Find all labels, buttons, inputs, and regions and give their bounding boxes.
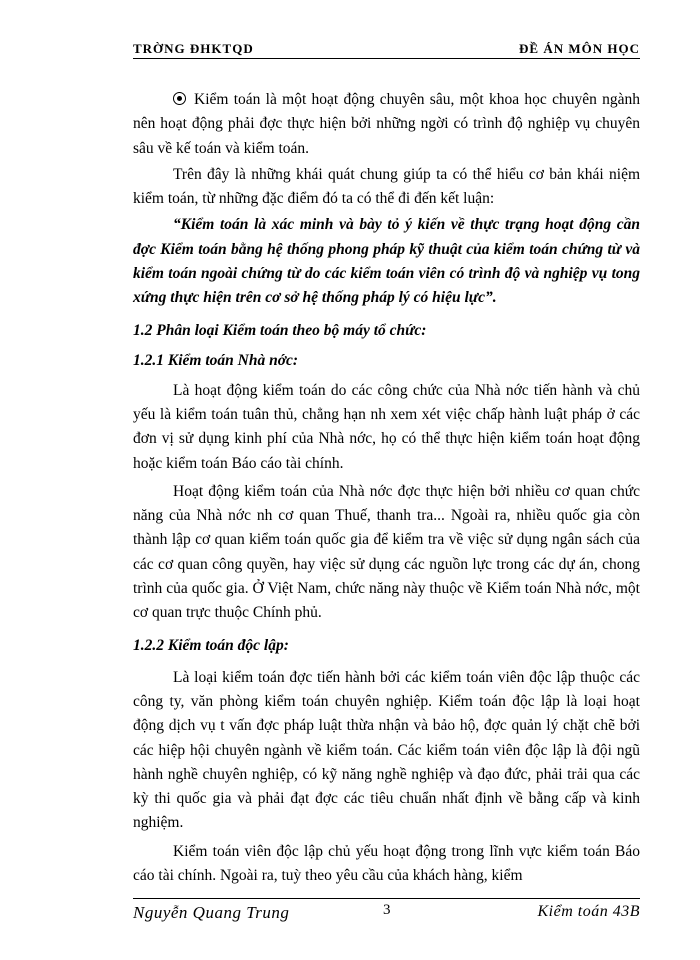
page-body <box>133 88 640 888</box>
intro-paragraph: Trên đây là những khái quát chung giúp ta có thể hiểu cơ bản khái niệm kiểm toán, từ những đặc điểm đó ta có thể đi đến kết luận: <box>133 165 640 208</box>
state-audit-paragraph-1: Là hoạt động kiểm toán do các công chức của Nhà nớc tiến hành và chủ yếu là kiểm toán tuân thủ, chẳng hạn nh xem xét việc chấp hành luật pháp ở các đơn vị sử dụng kinh phí của Nhà nớc, họ có thể thực hiện kiểm toán hoạt động hoặc kiểm toán Báo cáo tài chính. <box>133 381 640 472</box>
bullet-paragraph <box>133 88 640 161</box>
header-doc-type: ĐỀ ÁN MÔN HỌC <box>519 41 640 56</box>
section-heading-1-2-1: 1.2.1 Kiểm toán Nhà nớc: <box>133 351 299 369</box>
page-header <box>133 38 640 59</box>
footer-author: Nguyễn Quang Trung <box>133 903 290 922</box>
page-number: 3 <box>383 902 391 918</box>
bullet-paragraph-text: Kiểm toán là một hoạt động chuyên sâu, một khoa học chuyên ngành nên hoạt động phải đợc thực hiện bởi những ngời có trình độ nghiệp vụ chuyên sâu về kế toán và kiểm toán. <box>133 91 640 157</box>
definition-quote: “Kiểm toán là xác minh và bày tỏ ý kiến về thực trạng hoạt động cần đợc Kiểm toán bằng hệ thống phong pháp kỹ thuật của kiểm toán chứng từ và kiểm toán ngoài chứng từ do các kiểm toán viên có trình độ và nghiệp vụ tong xứng thực hiện trên cơ sở hệ thống pháp lý có hiệu lực”. <box>133 216 640 307</box>
header-school: TRỜNG ĐHKTQD <box>133 41 254 56</box>
independent-audit-paragraph-1: Là loại kiểm toán đợc tiến hành bởi các kiểm toán viên độc lập thuộc các công ty, văn phòng kiểm toán chuyên nghiệp. Kiểm toán độc lập là loại hoạt động dịch vụ t vấn đợc pháp luật thừa nhận và bảo hộ, đợc quản lý chặt chẽ bởi các hiệp hội chuyên ngành về kiểm toán. Các kiểm toán viên độc lập là đội ngũ hành nghề chuyên nghiệp, có kỹ năng nghề nghiệp và đạo đức, phải trải qua các kỳ thi quốc gia và phải đạt đợc các tiêu chuẩn nhất định về bằng cấp và kinh nghiệm. <box>133 668 640 832</box>
section-heading-1-2-2: 1.2.2 Kiểm toán độc lập: <box>133 636 289 654</box>
section-heading-1-2: 1.2 Phân loại Kiểm toán theo bộ máy tổ chức: <box>133 321 427 339</box>
independent-audit-paragraph-2: Kiểm toán viên độc lập chủ yếu hoạt động trong lĩnh vực kiểm toán Báo cáo tài chính. Ngoài ra, tuỳ theo yêu cầu của khách hàng, kiểm <box>133 842 640 885</box>
footer-course: Kiểm toán 43B <box>537 903 640 920</box>
circle-bullet-icon <box>173 92 186 105</box>
page-footer <box>133 898 640 929</box>
state-audit-paragraph-2: Hoạt động kiểm toán của Nhà nớc đợc thực hiện bởi nhiều cơ quan chức năng của Nhà nớc nh cơ quan Thuế, thanh tra... Ngoài ra, nhiều quốc gia còn thành lập cơ quan kiểm toán quốc gia để kiểm tra về việc sử dụng ngân sách của các cơ quan công quyền, hay việc sử dụng các nguồn lực trong các dự án, chong trình của quốc gia. Ở Việt Nam, chức năng này thuộc về Kiểm toán Nhà nớc, một cơ quan trực thuộc Chính phủ. <box>133 482 640 622</box>
